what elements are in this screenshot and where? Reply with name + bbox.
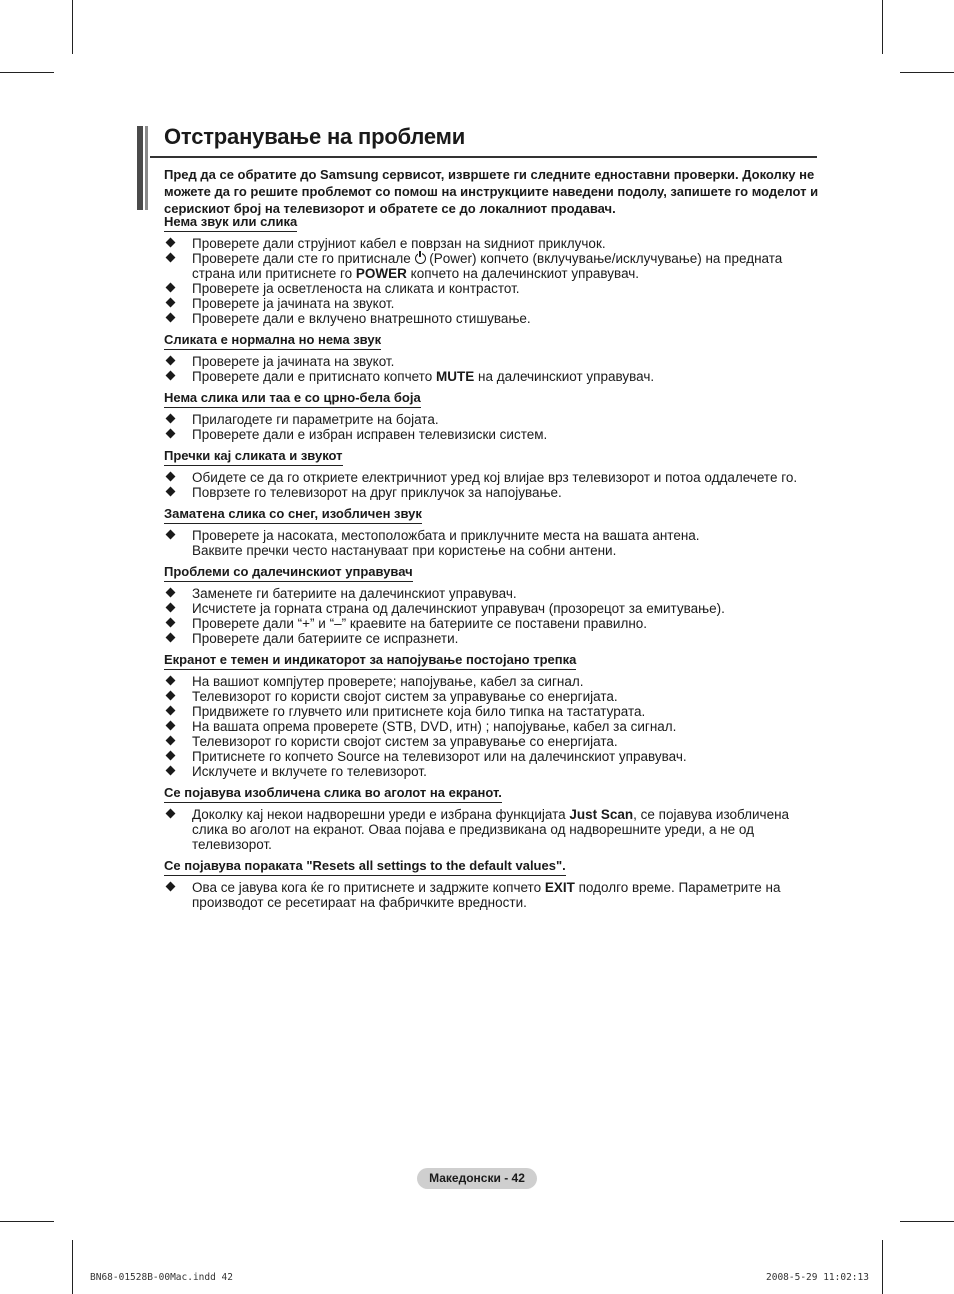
list-item: Притиснете го копчето Source на телевизорот или на далечинскиот управувач. (164, 749, 824, 764)
list-item: Проверете дали е вклучено внатрешното стишување. (164, 311, 824, 326)
list-item: Проверете дали е избран исправен телевизиски систем. (164, 427, 824, 442)
list-item: Обидете се да го откриете електричниот уред кој влијае врз телевизорот и потоа оддалечете го. (164, 470, 824, 485)
section-no-picture-bw (164, 389, 824, 442)
bullet-diamond-icon (166, 429, 176, 439)
list-item: Поврзете го телевизорот на друг приклучок за напојување. (164, 485, 824, 500)
list-item: Доколку кај некои надворешни уреди е избрана функцијата Just Scan, се појавува изобличена слика во аголот на екранот. Оваа појава е предизвикана од надворешните уреди, а не од телевизорот. (164, 807, 824, 852)
list-item: Исклучете и вклучете го телевизорот. (164, 764, 824, 779)
crop-mark (882, 0, 883, 54)
section-heading: Сликата е нормална но нема звук (164, 331, 381, 350)
section-picture-ok-no-sound (164, 331, 824, 384)
list-item: Проверете дали сте го притиснале (Power) копчето (вклучување/исклучување) на предната страна или притиснете го POWER копчето на далечинскиот управувач. (164, 251, 824, 281)
bullet-diamond-icon (166, 676, 176, 686)
section-heading: Заматена слика со снег, изобличен звук (164, 505, 422, 524)
crop-mark (0, 1221, 54, 1222)
crop-mark (72, 0, 73, 54)
bullet-diamond-icon (166, 283, 176, 293)
list-item: Проверете ја јачината на звукот. (164, 354, 824, 369)
crop-mark (900, 72, 954, 73)
bullet-diamond-icon (166, 371, 176, 381)
bullet-diamond-icon (166, 736, 176, 746)
bullet-diamond-icon (166, 706, 176, 716)
footer-file-name: BN68-01528B-00Mac.indd 42 (90, 1272, 233, 1283)
title-rule (150, 156, 817, 158)
list-item: Ова се јавува кога ќе го притиснете и задржите копчето EXIT подолго време. Параметрите на производот се ресетираат на фабричките вредности. (164, 880, 824, 910)
list-item: Заменете ги батериите на далечинскиот управувач. (164, 586, 824, 601)
list-item: Телевизорот го користи својот систем за управување со енергијата. (164, 734, 824, 749)
list-item: Телевизорот го користи својот систем за управување со енергијата. (164, 689, 824, 704)
list-item: На вашата опрема проверете (STB, DVD, итн) ; напојување, кабел за сигнал. (164, 719, 824, 734)
title-side-bars (137, 126, 151, 210)
section-interference (164, 447, 824, 500)
section-heading: Проблеми со далечинскиот управувач (164, 563, 413, 582)
bullet-diamond-icon (166, 751, 176, 761)
list-item: Проверете ја јачината на звукот. (164, 296, 824, 311)
section-snowy-picture (164, 505, 824, 558)
section-remote-problems (164, 563, 824, 646)
page-title: Отстранување на проблеми (164, 124, 466, 149)
list-item: Проверете дали е притиснато копчето MUTE на далечинскиот управувач. (164, 369, 824, 384)
section-no-sound-or-picture (164, 213, 824, 326)
bullet-diamond-icon (166, 882, 176, 892)
crop-mark (0, 72, 54, 73)
section-heading: Се појавува изобличена слика во аголот на екранот. (164, 784, 502, 803)
bullet-diamond-icon (166, 238, 176, 248)
bullet-diamond-icon (166, 356, 176, 366)
bullet-diamond-icon (166, 721, 176, 731)
section-heading: Се појавува пораката "Resets all settings to the default values". (164, 857, 566, 876)
section-heading: Екранот е темен и индикаторот за напојување постојано трепка (164, 651, 576, 670)
bullet-diamond-icon (166, 472, 176, 482)
list-item: На вашиот компјутер проверете; напојување, кабел за сигнал. (164, 674, 824, 689)
bullet-diamond-icon (166, 414, 176, 424)
troubleshooting-content (164, 213, 824, 915)
list-item: Исчистете ја горната страна од далечинскиот управувач (прозорецот за емитување). (164, 601, 824, 616)
bullet-diamond-icon (166, 633, 176, 643)
intro-text: Пред да се обратите до Samsung сервисот, извршете ги следните едноставни проверки. Доколку не можете да го решите проблемот со помош на инструкциите наведени подолу, запишете го моделот и серискиот број на телевизорот и обратете се до локалниот продавач. (164, 167, 819, 216)
bullet-diamond-icon (166, 313, 176, 323)
bullet-diamond-icon (166, 766, 176, 776)
section-distorted-corner (164, 784, 824, 852)
bullet-diamond-icon (166, 530, 176, 540)
footer-timestamp: 2008-5-29 11:02:13 (766, 1272, 869, 1283)
list-item: Проверете ја насоката, местоположбата и приклучните места на вашата антена. Ваквите пречки често настануваат при користење на собни антени. (164, 528, 824, 558)
power-icon (415, 253, 426, 264)
list-item: Проверете дали “+” и “–” краевите на батериите се поставени правилно. (164, 616, 824, 631)
crop-mark (900, 1221, 954, 1222)
list-item: Прилагодете ги параметрите на бојата. (164, 412, 824, 427)
section-heading: Нема звук или слика (164, 213, 297, 232)
bullet-diamond-icon (166, 298, 176, 308)
bullet-diamond-icon (166, 603, 176, 613)
bullet-diamond-icon (166, 691, 176, 701)
crop-mark (882, 1240, 883, 1294)
section-reset-message (164, 857, 824, 910)
list-item: Придвижете го глувчето или притиснете која било типка на тастатурата. (164, 704, 824, 719)
list-item: Проверете дали батериите се испразнети. (164, 631, 824, 646)
list-item: Проверете дали струјниот кабел е поврзан на ѕидниот приклучок. (164, 236, 824, 251)
list-item: Проверете ја осветленоста на сликата и контрастот. (164, 281, 824, 296)
bullet-diamond-icon (166, 588, 176, 598)
crop-mark (72, 1240, 73, 1294)
section-heading: Нема слика или таа е со црно-бела боја (164, 389, 421, 408)
bullet-diamond-icon (166, 618, 176, 628)
section-heading: Пречки кај сликата и звукот (164, 447, 343, 466)
section-dark-screen (164, 651, 824, 779)
bullet-diamond-icon (166, 809, 176, 819)
page-number-badge: Македонски - 42 (417, 1168, 537, 1189)
bullet-diamond-icon (166, 487, 176, 497)
bullet-diamond-icon (166, 253, 176, 263)
